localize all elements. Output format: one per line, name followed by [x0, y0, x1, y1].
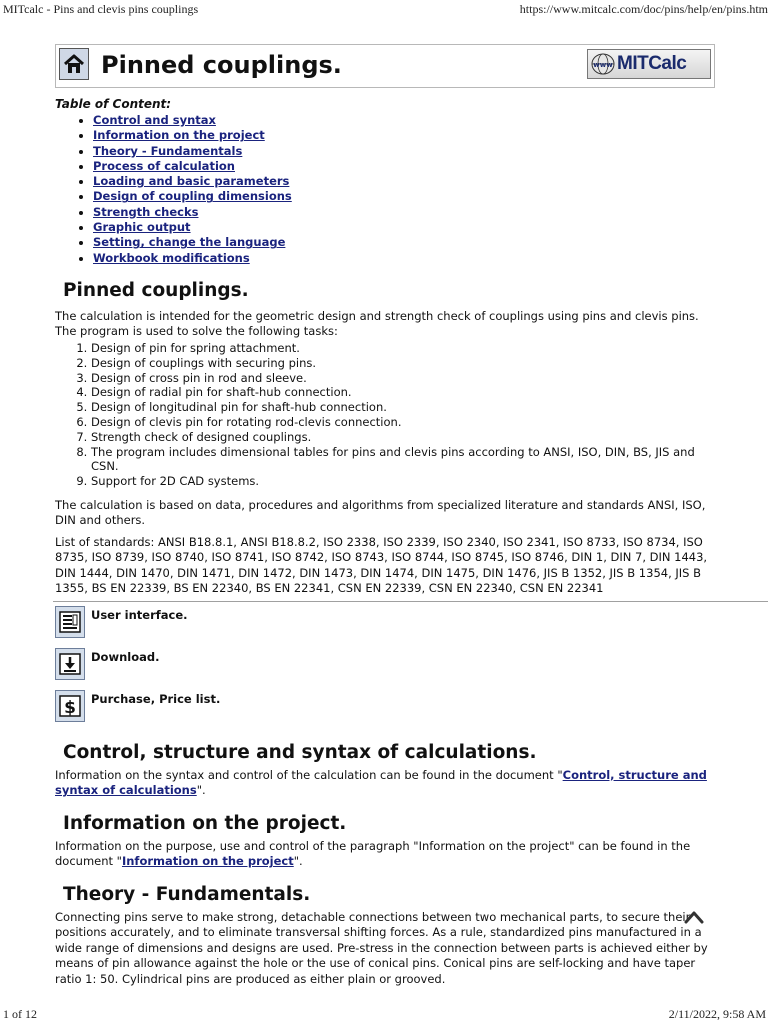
control-text-before: Information on the syntax and control of the calculation can be found in the document "	[55, 767, 563, 782]
toc-item	[93, 251, 715, 266]
toc-link-theory[interactable]: Theory - Fundamentals	[93, 143, 243, 158]
page-number: 1 of 12	[3, 1007, 37, 1021]
toc-item	[93, 159, 715, 174]
svg-text:$: $	[64, 697, 76, 718]
user-interface-label[interactable]: User interface.	[91, 607, 188, 622]
list-item: 6. Design of clevis pin for rotating rod-clevis connection.	[91, 415, 715, 430]
list-item: 5. Design of longitudinal pin for shaft-hub connection.	[91, 400, 715, 415]
globe-www-text: www	[593, 61, 613, 69]
section-heading-intro: Pinned couplings.	[63, 279, 249, 301]
project-text-after: ".	[293, 854, 303, 869]
list-item: 2. Design of couplings with securing pins.	[91, 356, 715, 371]
toc-link-control[interactable]: Control and syntax	[93, 113, 216, 127]
title-bar	[55, 44, 715, 88]
print-datetime: 2/11/2022, 9:58 AM	[668, 1007, 766, 1021]
toc-link-strength[interactable]: Strength checks	[93, 204, 199, 219]
print-header-url: https://www.mitcalc.com/doc/pins/help/en/pins.htm	[519, 2, 768, 16]
download-icon	[58, 652, 82, 676]
print-header	[0, 0, 768, 18]
document-content	[55, 44, 715, 987]
user-interface-icon	[58, 610, 82, 634]
toc-item	[93, 220, 715, 235]
list-item: 1. Design of pin for spring attachment.	[91, 341, 715, 356]
table-of-contents	[55, 113, 715, 266]
scroll-to-top-icon[interactable]	[682, 906, 706, 926]
task-list	[55, 341, 715, 489]
toc-link-process[interactable]: Process of calculation	[93, 158, 235, 173]
project-paragraph	[55, 839, 715, 870]
logo-text: MITCalc	[617, 53, 687, 74]
control-doc-link[interactable]: Control, structure and syntax of calculations	[55, 767, 707, 798]
list-item: 7. Strength check of designed couplings.	[91, 430, 715, 445]
theory-paragraph: Connecting pins serve to make strong, detachable connections between two mechanical parts, to secure their positions accurately, and to eliminate transversal shifting forces. As a rule, standardized pins manufactured in a wide range of dimensions and designs are used. Pre-stress in the connection between parts is achieved either by means of pin allowance against the hole or the use of conical pins. Conical pins are self-locking and have taper ratio 1: 50. Cylindrical pins are produced as either plain or grooved.	[55, 909, 708, 986]
home-button[interactable]	[59, 48, 89, 80]
toc-title: Table of Content:	[55, 97, 172, 111]
print-footer	[0, 1004, 768, 1024]
toc-link-workbook[interactable]: Workbook modifications	[93, 250, 250, 265]
toc-link-graphic[interactable]: Graphic output	[93, 220, 191, 235]
toc-link-loading[interactable]: Loading and basic parameters	[93, 174, 290, 189]
toc-item	[93, 235, 715, 250]
user-interface-row[interactable]	[55, 602, 715, 644]
section-heading-control: Control, structure and syntax of calculations.	[63, 741, 537, 763]
home-icon	[63, 53, 85, 75]
globe-icon	[591, 53, 615, 75]
toc-link-design[interactable]: Design of coupling dimensions	[93, 189, 292, 204]
purchase-button[interactable]	[55, 690, 85, 722]
standards-intro-paragraph: The calculation is based on data, procedures and algorithms from specialized literature and standards ANSI, ISO, DIN and others.	[55, 497, 706, 528]
download-label[interactable]: Download.	[91, 649, 160, 664]
standards-list-paragraph: List of standards: ANSI B18.8.1, ANSI B18.8.2, ISO 2338, ISO 2339, ISO 2340, ISO 2341, ISO 8733, ISO 8734, ISO 8735, ISO 8739, ISO 8740, ISO 8741, ISO 8742, ISO 8743, ISO 8744, ISO 8745, ISO 8746, DIN 1, DIN 7, DIN 1443, DIN 1444, DIN 1470, DIN 1471, DIN 1472, DIN 1473, DIN 1474, DIN 1475, DIN 1476, JIS B 1352, JIS B 1354, JIS B 1355, BS EN 22339, BS EN 22340, BS EN 22341, CSN EN 22339, CSN EN 22340, CSN EN 22341	[55, 534, 708, 596]
project-doc-link[interactable]: Information on the project	[121, 854, 294, 869]
section-heading-project: Information on the project.	[63, 812, 347, 834]
dollar-icon	[58, 694, 82, 718]
control-paragraph	[55, 768, 715, 799]
control-text-after: ".	[196, 783, 206, 798]
mitcalc-logo[interactable]	[587, 49, 711, 79]
toc-item	[93, 189, 715, 204]
toc-item	[93, 144, 715, 159]
toc-link-language[interactable]: Setting, change the language	[93, 235, 286, 250]
purchase-row[interactable]	[55, 686, 715, 728]
section-heading-theory: Theory - Fundamentals.	[63, 883, 311, 905]
list-item: 8. The program includes dimensional tables for pins and clevis pins according to ANSI, ISO, DIN, BS, JIS and CSN.	[91, 445, 715, 475]
toc-item	[93, 205, 715, 220]
print-header-title: MITcalc - Pins and clevis pins couplings	[3, 2, 199, 16]
list-item: 3. Design of cross pin in rod and sleeve.	[91, 371, 715, 386]
list-item: 9. Support for 2D CAD systems.	[91, 474, 715, 489]
project-text-before: Information on the purpose, use and control of the paragraph "Information on the project" can be found in the document "	[55, 838, 691, 869]
download-row[interactable]	[55, 644, 715, 686]
toc-item	[93, 128, 715, 143]
download-button[interactable]	[55, 648, 85, 680]
user-interface-button[interactable]	[55, 606, 85, 638]
toc-item	[93, 113, 715, 128]
toc-item	[93, 174, 715, 189]
page-title: Pinned couplings.	[101, 51, 342, 79]
intro-paragraph: The calculation is intended for the geometric design and strength check of couplings using pins and clevis pins. The program is used to solve the following tasks:	[55, 308, 699, 339]
list-item: 4. Design of radial pin for shaft-hub connection.	[91, 385, 715, 400]
toc-link-project[interactable]: Information on the project	[93, 128, 265, 143]
purchase-label[interactable]: Purchase, Price list.	[91, 691, 221, 706]
